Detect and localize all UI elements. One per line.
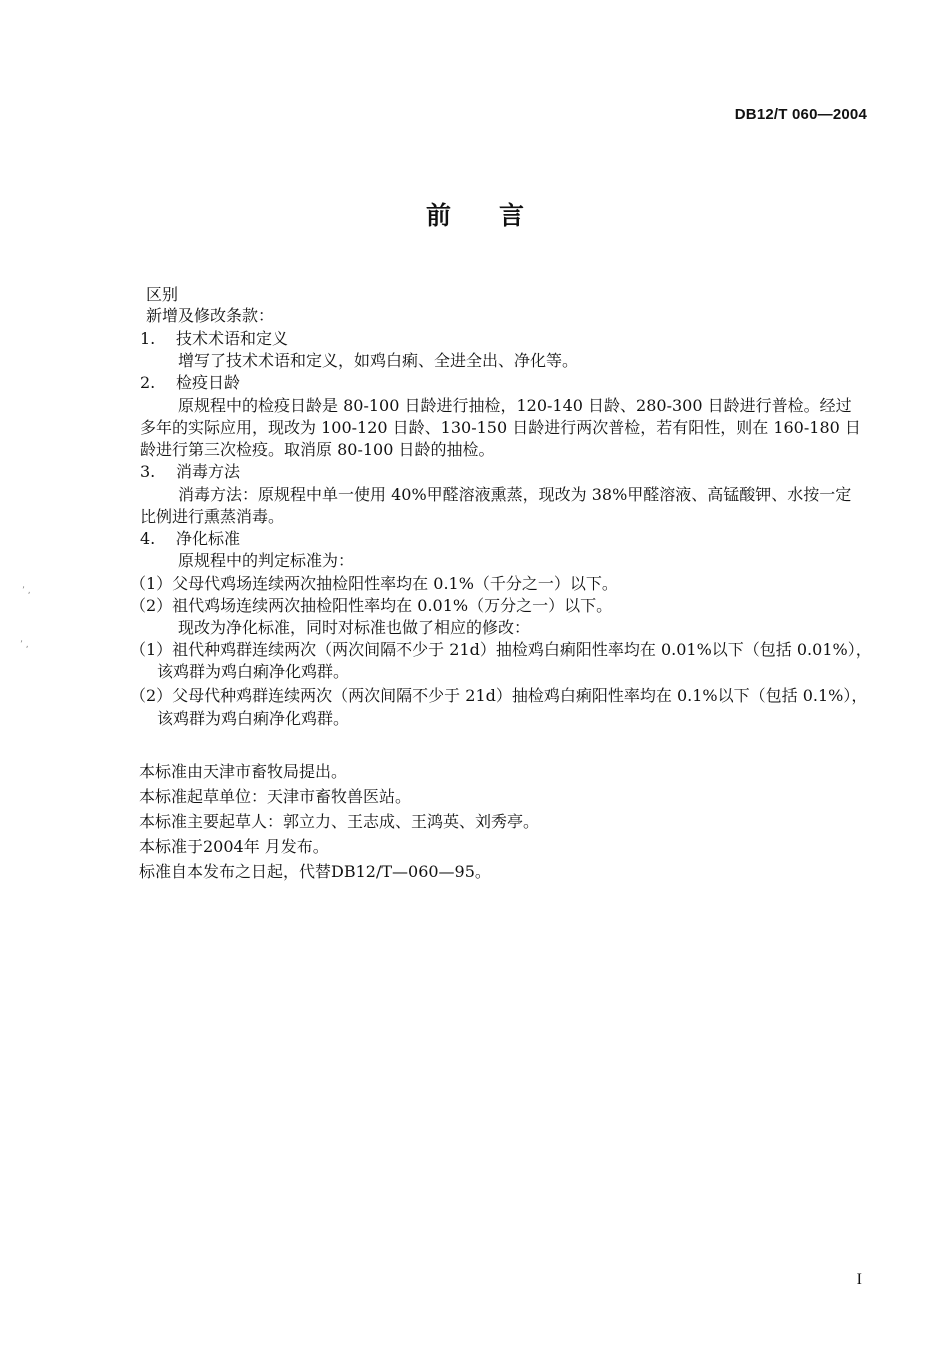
item-1-heading: 技术术语和定义: [176, 329, 289, 348]
item-1-text: 增写了技术术语和定义，如鸡白痢、全进全出、净化等。: [178, 351, 579, 370]
footer-note: 本标准起草单位：天津市畜牧兽医站。: [139, 787, 412, 806]
new-rule-line: 该鸡群为鸡白痢净化鸡群。: [157, 709, 350, 728]
item-2-heading: 检疫日龄: [176, 373, 241, 392]
footer-note: 本标准主要起草人：郭立力、王志成、王鸿英、刘秀亭。: [139, 812, 540, 831]
scan-speck: ٬ ,: [20, 640, 29, 650]
document-code: DB12/T 060—2004: [734, 106, 867, 123]
item-4-number: 4.: [140, 529, 156, 548]
new-rule-line: 该鸡群为鸡白痢净化鸡群。: [157, 662, 350, 681]
item-4-new-intro: 现改为净化标准，同时对标准也做了相应的修改：: [178, 618, 531, 637]
item-3-number: 3.: [140, 462, 156, 481]
item-1-number: 1.: [140, 329, 156, 348]
footer-note: 本标准由天津市畜牧局提出。: [139, 762, 348, 781]
item-4-old-intro: 原规程中的判定标准为：: [178, 551, 355, 570]
old-rule-line: （1）父母代鸡场连续两次抽检阳性率均在 0.1%（千分之一）以下。: [130, 574, 618, 593]
footer-note: 标准自本发布之日起，代替DB12/T—060—95。: [139, 862, 491, 881]
old-rule-line: （2）祖代鸡场连续两次抽检阳性率均在 0.01%（万分之一）以下。: [130, 596, 613, 615]
intro-line: 新增及修改条款：: [146, 306, 275, 325]
new-rule-line: （1）祖代种鸡群连续两次（两次间隔不少于 21d）抽检鸡白痢阳性率均在 0.01%以下（包括 0.01%），: [130, 640, 872, 659]
item-2-text-line: 龄进行第三次检疫。取消原 80-100 日龄的抽检。: [140, 440, 495, 459]
page-title: 前言: [425, 201, 572, 230]
page-number: I: [856, 1271, 862, 1288]
footer-note: 本标准于2004年 月发布。: [139, 837, 329, 856]
item-3-heading: 消毒方法: [176, 462, 241, 481]
scan-speck: ٬ ,: [22, 586, 31, 596]
item-4-heading: 净化标准: [176, 529, 241, 548]
item-2-text-line: 原规程中的检疫日龄是 80-100 日龄进行抽检，120-140 日龄、280-300 日龄进行普检。经过: [178, 396, 852, 415]
item-3-text-line: 比例进行熏蒸消毒。: [140, 507, 285, 526]
item-2-number: 2.: [140, 373, 156, 392]
item-2-text-line: 多年的实际应用，现改为 100-120 日龄、130-150 日龄进行两次普检，若有阳性，则在 160-180 日: [140, 418, 861, 437]
new-rule-line: （2）父母代种鸡群连续两次（两次间隔不少于 21d）抽检鸡白痢阳性率均在 0.1%以下（包括 0.1%），: [130, 686, 868, 705]
section-label: 区别: [146, 285, 179, 304]
item-3-text-line: 消毒方法：原规程中单一使用 40%甲醛溶液熏蒸，现改为 38%甲醛溶液、高锰酸钾、水按一定: [178, 485, 852, 504]
